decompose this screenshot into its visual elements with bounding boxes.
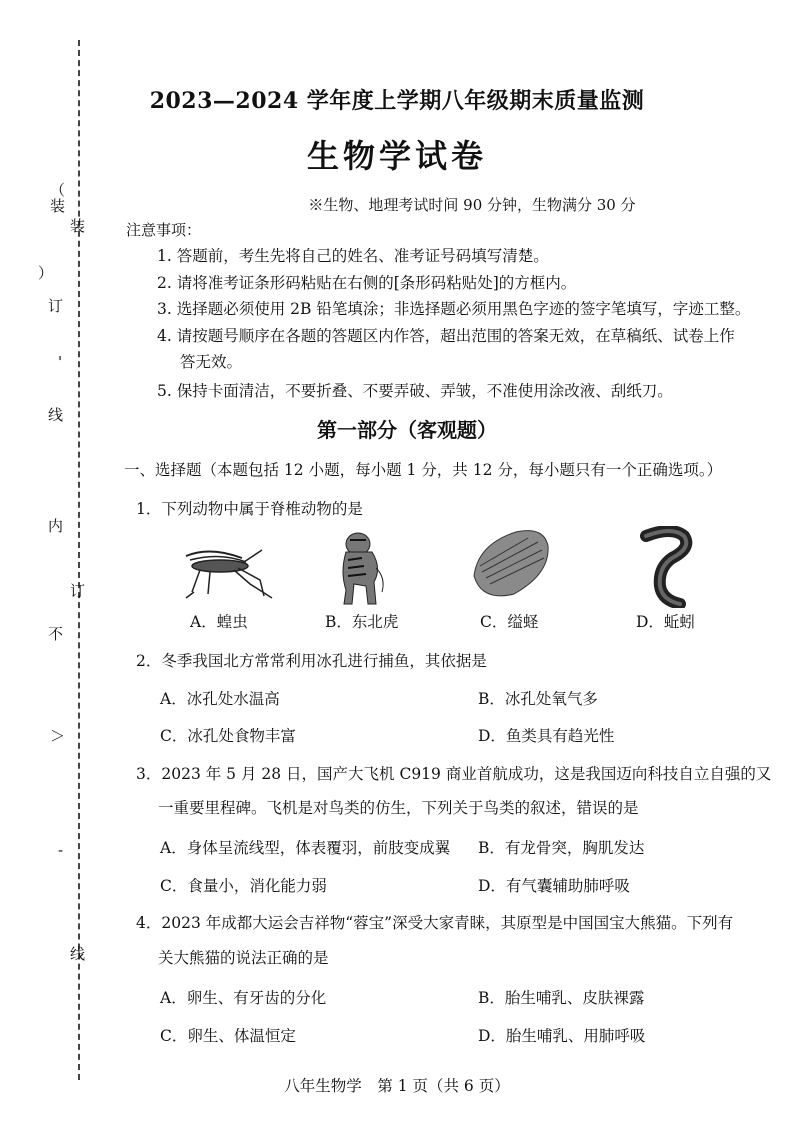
question-stem: 4．2023 年成都大运会吉祥物“蓉宝”深受大家青睐，其原型是中国国宝大熊猫。下列有 [136, 914, 734, 932]
notice-item: 1. 答题前，考生先将自己的姓名、准考证号码填写清楚。 [157, 247, 549, 265]
subject-title: 生物学试卷 [306, 137, 487, 175]
option-c: C．冰孔处食物丰富 [160, 727, 296, 745]
option-b: B．冰孔处氧气多 [478, 690, 598, 708]
gutter-char: 线 [48, 406, 64, 424]
gutter-char: 订 [48, 297, 64, 315]
gutter-char: 装 [50, 197, 66, 215]
gutter-char: 线 [70, 945, 86, 963]
option-b: B．有龙骨突，胸肌发达 [478, 839, 645, 857]
part-heading: 一、选择题（本题包括 12 小题，每小题 1 分，共 12 分，每小题只有一个正确选项。） [124, 461, 723, 479]
question-stem: 1．下列动物中属于脊椎动物的是 [136, 500, 363, 518]
exam-time-note: ※生物、地理考试时间 90 分钟，生物满分 30 分 [308, 196, 636, 214]
question-stem-cont: 关大熊猫的说法正确的是 [158, 949, 329, 967]
option-b: B．东北虎 [325, 613, 399, 631]
option-c: C．卵生、体温恒定 [160, 1027, 296, 1045]
option-c: C．缢蛏 [480, 613, 539, 631]
option-a: A．蝗虫 [190, 613, 248, 631]
notice-item: 2. 请将准考证条形码粘贴在右侧的[条形码粘贴处]的方框内。 [157, 274, 577, 292]
notice-item: 3. 选择题必须使用 2B 铅笔填涂；非选择题必须用黑色字迹的签字笔填写，字迹工整。 [157, 300, 751, 318]
option-d: D．有气囊辅助肺呼吸 [478, 877, 630, 895]
option-a: A．卵生、有牙齿的分化 [160, 989, 327, 1007]
gutter-char: ） [38, 264, 54, 282]
gutter-char: ' [58, 353, 63, 371]
option-d: D．胎生哺乳、用肺呼吸 [478, 1027, 646, 1045]
locust-image [180, 540, 275, 602]
notice-heading: 注意事项： [126, 221, 202, 239]
question-stem-cont: 一重要里程碑。飞机是对鸟类的仿生，下列关于鸟类的叙述，错误的是 [158, 799, 639, 817]
gutter-char: - [58, 841, 64, 859]
notice-item: 4. 请按题号顺序在各题的答题区内作答，超出范围的答案无效，在草稿纸、试卷上作 [157, 327, 735, 345]
option-a: A．身体呈流线型，体表覆羽，前肢变成翼 [160, 839, 451, 857]
option-c: C．食量小，消化能力弱 [160, 877, 327, 895]
gutter-char: 内 [48, 517, 64, 535]
option-d: D．鱼类具有趋光性 [478, 727, 615, 745]
question-stem: 3．2023 年 5 月 28 日，国产大飞机 C919 商业首航成功，这是我国迈向科技自立自强的又 [136, 765, 772, 783]
razor-clam-image [468, 524, 554, 602]
earthworm-image [632, 526, 702, 608]
gutter-char: 装 [70, 217, 86, 235]
page-footer: 八年生物学 第 1 页（共 6 页） [284, 1077, 510, 1095]
section-title: 第一部分（客观题） [317, 418, 497, 442]
gutter-char: ＞ [50, 727, 66, 745]
notice-item: 5. 保持卡面清洁，不要折叠、不要弄破、弄皱，不准使用涂改液、刮纸刀。 [157, 382, 673, 400]
question-stem: 2．冬季我国北方常常利用冰孔进行捕鱼，其依据是 [136, 652, 487, 670]
option-d: D．蚯蚓 [636, 613, 695, 631]
notice-item-cont: 答无效。 [180, 353, 243, 371]
option-b: B．胎生哺乳、皮肤裸露 [478, 989, 645, 1007]
exam-title: 2023—2024 学年度上学期八年级期末质量监测 [149, 88, 645, 114]
option-a: A．冰孔处水温高 [160, 690, 280, 708]
gutter-char: 订 [70, 582, 86, 600]
gutter-char: （ [50, 181, 66, 199]
gutter-char: 不 [48, 625, 64, 643]
tiger-image [336, 528, 388, 606]
